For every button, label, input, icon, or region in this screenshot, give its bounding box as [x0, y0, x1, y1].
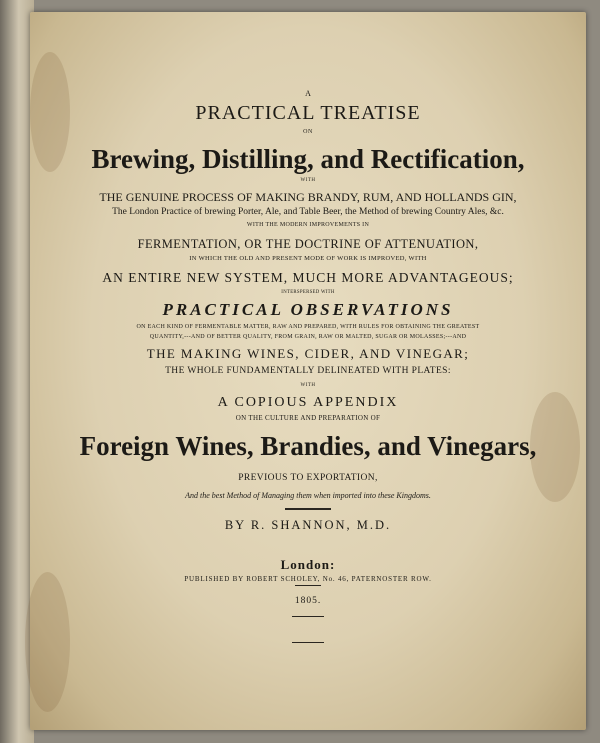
exportation-line: PREVIOUS TO EXPORTATION, [238, 473, 378, 483]
appendix-heading: A COPIOUS APPENDIX [217, 395, 399, 410]
publisher-line: PUBLISHED BY ROBERT SCHOLEY, No. 46, PATERNOSTER ROW. [184, 575, 432, 583]
title-article: A [305, 89, 311, 98]
ornamental-rule [285, 508, 331, 510]
fermentable-matter-line-2: QUANTITY,---AND OF BETTER QUALITY, FROM GRAIN, RAW OR MALTED, SUGAR OR MOLASSES;---AND [149, 334, 467, 340]
divider-rule [292, 642, 324, 643]
best-method-line: And the best Method of Managing them when imported into these Kingdoms. [185, 491, 431, 500]
making-wines-line: THE MAKING WINES, CIDER, AND VINEGAR; [146, 346, 470, 361]
connector-with-2: WITH [300, 383, 316, 388]
delineated-line: THE WHOLE FUNDAMENTALLY DELINEATED WITH PLATES: [165, 366, 451, 376]
divider-rule [292, 616, 324, 617]
publication-year: 1805. [294, 596, 322, 606]
fermentable-matter-line-1: ON EACH KIND OF FERMENTABLE MATTER, RAW AND PREPARED, WITH RULES FOR OBTAINING THE GREATEST [136, 324, 480, 330]
old-present-line: IN WHICH THE OLD AND PRESENT MODE OF WORK IS IMPROVED, WITH [189, 255, 427, 262]
entire-system-line: AN ENTIRE NEW SYSTEM, MUCH MORE ADVANTAGEOUS; [102, 270, 514, 285]
foxing-stain [25, 572, 70, 712]
author-line: BY R. SHANNON, M.D. [224, 518, 392, 532]
main-title: PRACTICAL TREATISE [195, 102, 421, 124]
london-practice-line: The London Practice of brewing Porter, Ale, and Table Beer, the Method of brewing Country Ales, &c. [112, 207, 504, 217]
interspersed-line: INTERSPERSED WITH [281, 290, 335, 295]
modern-improvements-line: WITH THE MODERN IMPROVEMENTS IN [246, 222, 370, 228]
foreign-wines-heading: Foreign Wines, Brandies, and Vinegars, [79, 431, 537, 461]
title-page [30, 12, 586, 730]
practical-observations-heading: PRACTICAL OBSERVATIONS [162, 300, 454, 319]
connector-on: ON [303, 129, 313, 135]
subject-heading: Brewing, Distilling, and Rectification, [91, 144, 525, 174]
fermentation-line: FERMENTATION, OR THE DOCTRINE OF ATTENUATION, [137, 237, 479, 251]
culture-line: ON THE CULTURE AND PREPARATION OF [235, 414, 381, 422]
genuine-process-line: THE GENUINE PROCESS OF MAKING BRANDY, RUM, AND HOLLANDS GIN, [99, 190, 517, 204]
connector-with: WITH [300, 178, 316, 183]
imprint-city: London: [280, 557, 336, 572]
divider-rule [295, 585, 321, 586]
